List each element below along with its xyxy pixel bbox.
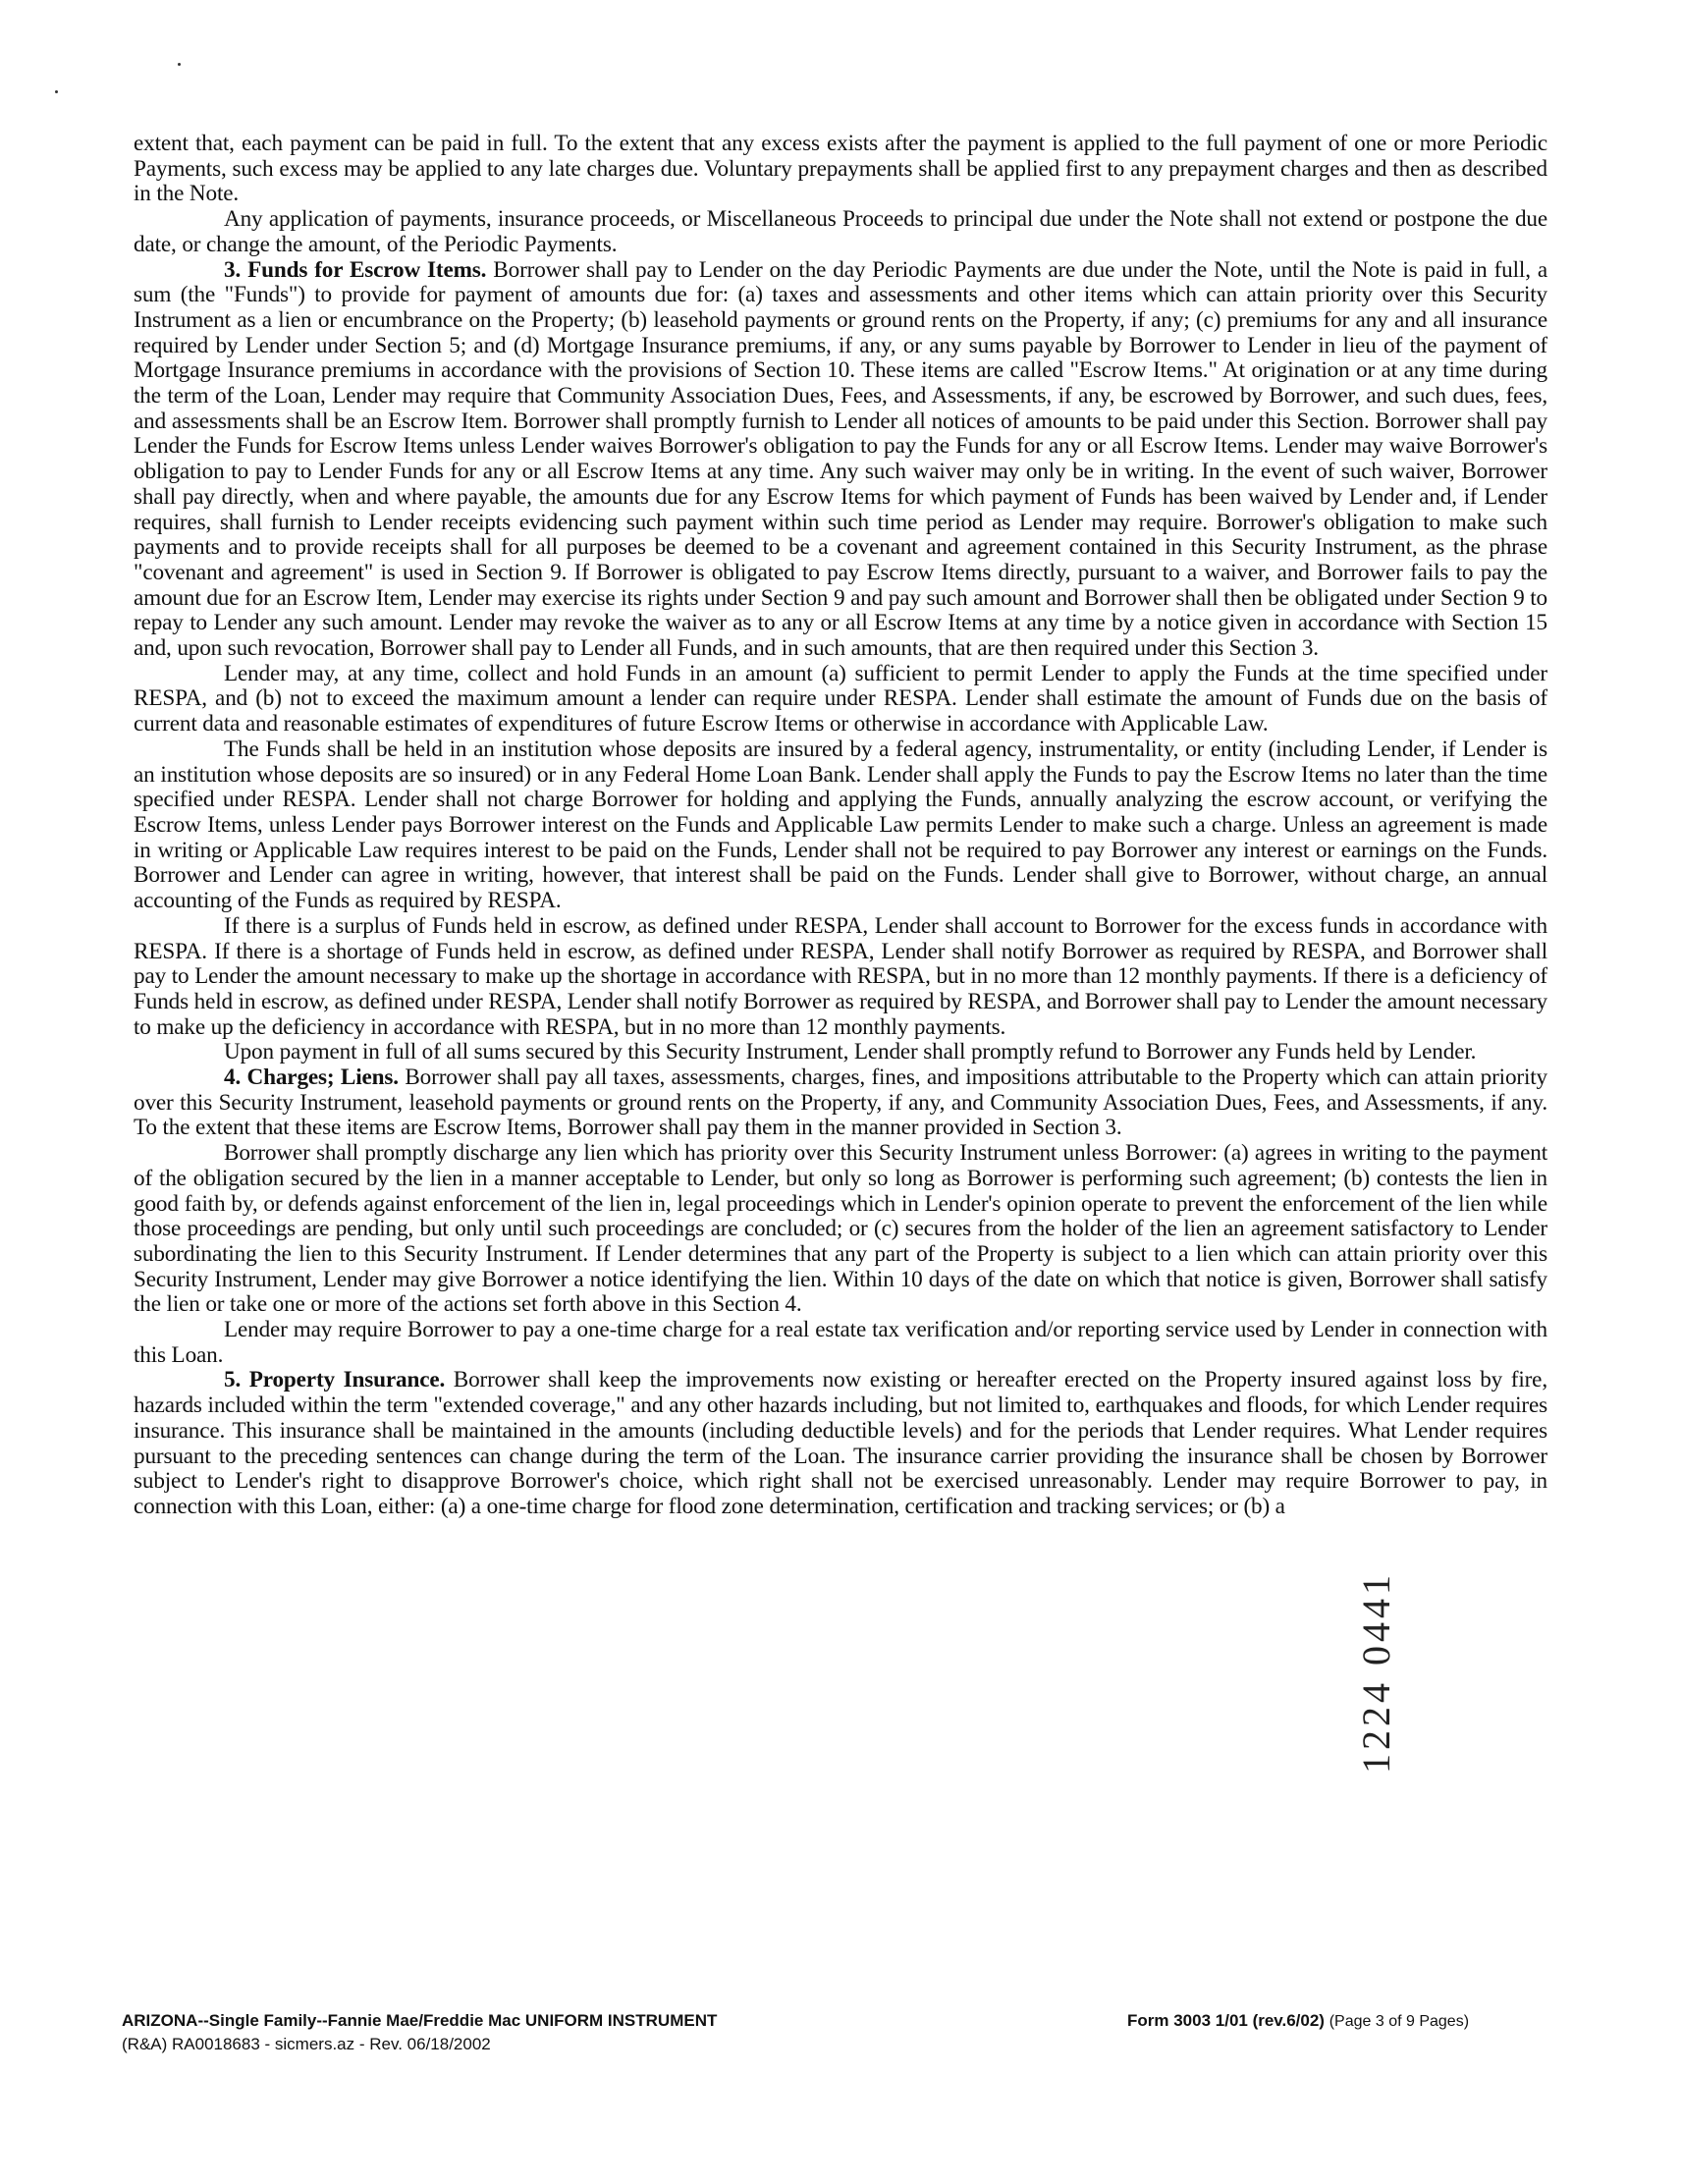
footer-instrument-title: ARIZONA--Single Family--Fannie Mae/Freddie Mac UNIFORM INSTRUMENT <box>122 2011 718 2030</box>
footer-left <box>122 2009 717 2056</box>
paragraph: If there is a surplus of Funds held in escrow, as defined under RESPA, Lender shall account to Borrower for the excess funds in accordance with RESPA. If there is a shortage of Funds held in escrow, as defined under RESPA, Lender shall notify Borrower as required by RESPA, and Borrower shall pay to Lender the amount necessary to make up the shortage in accordance with RESPA, but in no more than 12 monthly payments. If there is a deficiency of Funds held in escrow, as defined under RESPA, Lender shall notify Borrower as required by RESPA, and Borrower shall pay to Lender the amount necessary to make up the deficiency in accordance with RESPA, but in no more than 12 monthly payments. <box>134 912 1547 1040</box>
paragraph: Borrower shall promptly discharge any lien which has priority over this Security Instrument unless Borrower: (a) agrees in writing to the payment of the obligation secured by the lien in a manner acceptable to Lender, but only so long as Borrower is performing such agreement; (b) contests the lien in good faith by, or defends against enforcement of the lien in, legal proceedings which in Lender's opinion operate to prevent the enforcement of the lien while those proceedings are pending, but only until such proceedings are concluded; or (c) secures from the holder of the lien an agreement satisfactory to Lender subordinating the lien to this Security Instrument. If Lender determines that any part of the Property is subject to a lien which can attain priority over this Security Instrument, Lender may give Borrower a notice identifying the lien. Within 10 days of the date on which that notice is given, Borrower shall satisfy the lien or take one or more of the actions set forth above in this Section 4. <box>134 1140 1547 1318</box>
scan-speck <box>178 63 181 66</box>
paragraph-charges-liens: 4. Charges; Liens. Borrower shall pay all taxes, assessments, charges, fines, and impositions attributable to the Property which can attain priority over this Security Instrument, leasehold payments or ground rents on the Property, if any, and Community Association Dues, Fees, and Assessments, if any. To the extent that these items are Escrow Items, Borrower shall pay them in the manner provided in Section 3. <box>134 1065 1548 1141</box>
paragraph: extent that, each payment can be paid in full. To the extent that any excess exists after the payment is applied to the full payment of one or more Periodic Payments, such excess may be applied to any late charges due. Voluntary prepayments shall be applied first to any prepayment charges and then as described in the Note. <box>134 131 1547 207</box>
paragraph: Upon payment in full of all sums secured by this Security Instrument, Lender shall promptly refund to Borrower any Funds held by Lender. <box>224 1039 1477 1065</box>
paragraph-property-insurance: 5. Property Insurance. Borrower shall keep the improvements now existing or hereafter erected on the Property insured against loss by fire, hazards included within the term "extended coverage," and any other hazards including, but not limited to, earthquakes and floods, for which Lender requires insurance. This insurance shall be maintained in the amounts (including deductible levels) and for the periods that Lender requires. What Lender requires pursuant to the preceding sentences can change during the term of the Loan. The insurance carrier providing the insurance shall be chosen by Borrower subject to Lender's right to disapprove Borrower's choice, which right shall not be exercised unreasonably. Lender may require Borrower to pay, in connection with this Loan, either: (a) a one-time charge for flood zone determination, certification and tracking services; or (b) a <box>134 1367 1547 1519</box>
footer-page-label: (Page 3 of 9 Pages) <box>1329 2013 1470 2030</box>
paragraph-funds-for-escrow-items: 3. Funds for Escrow Items. Borrower shall pay to Lender on the day Periodic Payments are due under the Note, until the Note is paid in full, a sum (the "Funds") to provide for payment of amounts due for: (a) taxes and assessments and other items which can attain priority over this Security Instrument as a lien or encumbrance on the Property; (b) leasehold payments or ground rents on the Property, if any; (c) premiums for any and all insurance required by Lender under Section 5; and (d) Mortgage Insurance premiums, if any, or any sums payable by Borrower to Lender in lieu of the payment of Mortgage Insurance premiums in accordance with the provisions of Section 10. These items are called "Escrow Items." At origination or at any time during the term of the Loan, Lender may require that Community Association Dues, Fees, and Assessments, if any, be escrowed by Borrower, and such dues, fees, and assessments shall be an Escrow Item. Borrower shall promptly furnish to Lender all notices of amounts to be paid under this Section. Borrower shall pay Lender the Funds for Escrow Items unless Lender waives Borrower's obligation to pay the Funds for any or all Escrow Items. Lender may waive Borrower's obligation to pay to Lender Funds for any or all Escrow Items at any time. Any such waiver may only be in writing. In the event of such waiver, Borrower shall pay directly, when and where payable, the amounts due for any Escrow Items for which payment of Funds has been waived by Lender and, if Lender requires, shall furnish to Lender receipts evidencing such payment within such time period as Lender may require. Borrower's obligation to make such payments and to provide receipts shall for all purposes be deemed to be a covenant and agreement contained in this Security Instrument, as the phrase "covenant and agreement" is used in Section 9. If Borrower is obligated to pay Escrow Items directly, pursuant to a waiver, and Borrower fails to pay the amount due for an Escrow Item, Lender may exercise its rights under Section 9 and pay such amount and Borrower shall then be obligated under Section 9 to repay to Lender any such amount. Lender may revoke the waiver as to any or all Escrow Items at any time by a notice given in accordance with Section 15 and, upon such revocation, Borrower shall pay to Lender all Funds, and in such amounts, that are then required under this Section 3. <box>134 256 1547 662</box>
footer-form-label: Form 3003 1/01 (rev.6/02) <box>1127 2011 1325 2030</box>
paragraph: The Funds shall be held in an institution whose deposits are insured by a federal agency, instrumentality, or entity (including Lender, if Lender is an institution whose deposits are so insured) or in any Federal Home Loan Bank. Lender shall apply the Funds to pay the Escrow Items no later than the time specified under RESPA. Lender shall not charge Borrower for holding and applying the Funds, annually analyzing the escrow account, or verifying the Escrow Items, unless Lender pays Borrower interest on the Funds and Applicable Law permits Lender to make such a charge. Unless an agreement is made in writing or Applicable Law requires interest to be paid on the Funds, Lender shall not be required to pay Borrower any interest or earnings on the Funds. Borrower and Lender can agree in writing, however, that interest shall be paid on the Funds. Lender shall give to Borrower, without charge, an annual accounting of the Funds as required by RESPA. <box>134 736 1547 914</box>
footer-form-code: (R&A) RA0018683 - sicmers.az - Rev. 06/18/2002 <box>122 2035 491 2053</box>
paragraph: Lender may require Borrower to pay a one-time charge for a real estate tax verification and/or reporting service used by Lender in connection with this Loan. <box>134 1317 1547 1368</box>
paragraph: Lender may, at any time, collect and hold Funds in an amount (a) sufficient to permit Lender to apply the Funds at the time specified under RESPA, and (b) not to exceed the maximum amount a lender can require under RESPA. Lender shall estimate the amount of Funds due on the basis of current data and reasonable estimates of expenditures of future Escrow Items or otherwise in accordance with Applicable Law. <box>134 660 1547 737</box>
footer-right <box>1127 2009 1469 2034</box>
scan-speck <box>55 90 58 93</box>
section-heading: 4. Charges; Liens. <box>224 1065 399 1091</box>
section-heading: 5. Property Insurance. <box>224 1367 446 1393</box>
paragraph: Any application of payments, insurance proceeds, or Miscellaneous Proceeds to principal due under the Note shall not extend or postpone the due date, or change the amount, of the Periodic Payments. <box>134 206 1547 257</box>
document-body <box>134 132 1547 1520</box>
section-heading: 3. Funds for Escrow Items. <box>224 256 487 283</box>
recording-stamp-number: 1224 0441 <box>1354 1571 1398 1774</box>
